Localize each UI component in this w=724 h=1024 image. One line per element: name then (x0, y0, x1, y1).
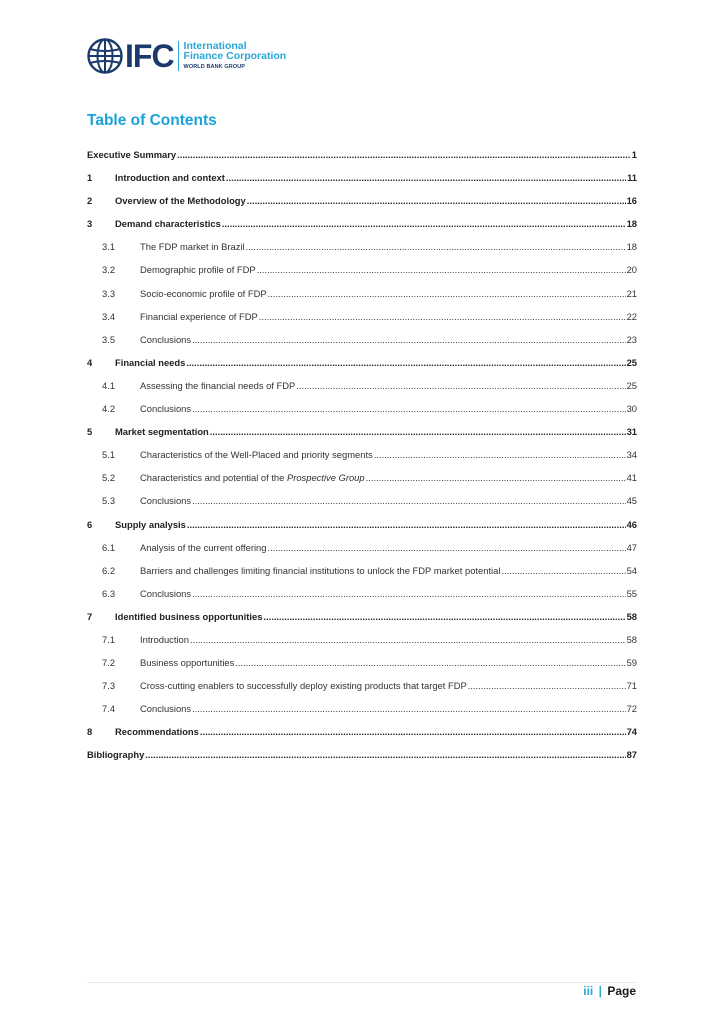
toc-section-entry[interactable] (87, 212, 637, 235)
toc-entry-page: 18 (626, 241, 637, 253)
toc-entry-title (115, 720, 199, 743)
toc-entry-title-text: Characteristics and potential of the (140, 472, 287, 484)
toc-entry-number: 3.4 (102, 310, 116, 322)
ifc-logo (87, 36, 286, 76)
toc-entry-title-text: Socio-economic profile of FDP (140, 287, 267, 299)
toc-entry-title-text: Identified business opportunities (115, 610, 263, 622)
toc-subsection-entry[interactable] (87, 466, 637, 489)
logo-text (184, 41, 287, 72)
toc-entry-title (140, 305, 258, 328)
toc-entry-page: 1 (631, 149, 637, 160)
toc-dot-leader (257, 258, 626, 281)
toc-entry-number: 3.3 (102, 287, 116, 299)
toc-entry-title (140, 258, 256, 281)
toc-entry-title (140, 674, 467, 697)
toc-entry-title (115, 351, 185, 374)
toc-heading: Table of Contents (87, 112, 217, 129)
toc-dot-leader (268, 282, 626, 305)
toc-dot-leader (192, 397, 625, 420)
toc-entry-number: 3.2 (102, 264, 116, 276)
toc-entry-title-text: Executive Summary (87, 149, 177, 160)
toc-entry-page: 25 (626, 379, 637, 391)
toc-entry-number: 3 (87, 218, 93, 230)
toc-entry-title (140, 328, 191, 351)
toc-dot-leader (226, 166, 626, 189)
toc-entry-number: 7.3 (102, 680, 116, 692)
toc-entry-number: 6.2 (102, 564, 116, 576)
toc-section-entry[interactable] (87, 189, 637, 212)
toc-subsection-entry[interactable] (87, 697, 637, 720)
toc-entry-number: 4 (87, 356, 93, 368)
toc-subsection-entry[interactable] (87, 443, 637, 466)
toc-entry-page: 30 (626, 403, 637, 415)
toc-entry-title (140, 489, 191, 512)
toc-entry-title (140, 697, 191, 720)
toc-entry-title-emphasis: Prospective Group (286, 472, 365, 484)
toc-entry-title (140, 397, 191, 420)
toc-entry-page: 45 (626, 495, 637, 507)
toc-section-entry[interactable] (87, 720, 637, 743)
toc-section-entry[interactable] (87, 605, 637, 628)
toc-entry-page: 21 (626, 287, 637, 299)
toc-entry-title (140, 235, 245, 258)
toc-entry-title-text: Conclusions (140, 403, 192, 415)
toc-entry-title-text: The FDP market in Brazil (140, 241, 245, 253)
toc-subsection-entry[interactable] (87, 489, 637, 512)
toc-entry-page: 16 (626, 195, 637, 207)
footer-separator: | (598, 984, 602, 998)
toc-entry-number: 7 (87, 610, 93, 622)
toc-entry-title (140, 374, 295, 397)
toc-entry-title-text: Conclusions (140, 703, 192, 715)
toc-entry-page: 20 (626, 264, 637, 276)
toc-subsection-entry[interactable] (87, 628, 637, 651)
toc-entry-number: 4.1 (102, 379, 116, 391)
toc-dot-leader (192, 582, 625, 605)
toc-entry-number: 1 (87, 172, 93, 184)
toc-dot-leader (186, 351, 625, 374)
toc-entry-page: 23 (626, 333, 637, 345)
toc-entry-title (115, 605, 262, 628)
toc-section-entry[interactable] (87, 351, 637, 374)
logo-line-1: International (183, 39, 247, 52)
toc-entry-page: 55 (626, 587, 637, 599)
page-label: Page (607, 984, 636, 998)
toc-dot-leader (210, 420, 626, 443)
toc-entry-title (115, 513, 186, 536)
toc-subsection-entry[interactable] (87, 282, 637, 305)
toc-entry-page: 25 (626, 356, 637, 368)
logo-divider (178, 41, 179, 71)
toc-section-entry[interactable] (87, 166, 637, 189)
toc-entry-title (140, 536, 266, 559)
toc-entry-title-text: Conclusions (140, 333, 192, 345)
toc-dot-leader (247, 189, 626, 212)
toc-dot-leader (501, 559, 625, 582)
toc-entry-title-text: Recommendations (115, 726, 199, 738)
toc-subsection-entry[interactable] (87, 559, 637, 582)
toc-entry-page: 72 (626, 703, 637, 715)
toc-entry-page: 54 (626, 564, 637, 576)
toc-entry-title (140, 628, 189, 651)
toc-dot-leader (192, 489, 625, 512)
toc-entry-page: 71 (626, 680, 637, 692)
toc-entry-title (140, 282, 267, 305)
toc-entry-number: 6.1 (102, 541, 116, 553)
toc-entry-title-text: Bibliography (87, 749, 145, 761)
toc-entry-page: 22 (626, 310, 637, 322)
toc-entry-title (140, 582, 191, 605)
toc-subsection-entry[interactable] (87, 235, 637, 258)
toc-entry-title-text: Overview of the Methodology (115, 195, 246, 207)
toc-entry-number: 5.3 (102, 495, 116, 507)
toc-section-entry[interactable] (87, 420, 637, 443)
page-footer (583, 984, 636, 998)
toc-entry-title-text: Demographic profile of FDP (140, 264, 256, 276)
toc-subsection-entry[interactable] (87, 305, 637, 328)
page-number: iii (583, 984, 594, 998)
toc-entry-title-text: Financial experience of FDP (140, 310, 258, 322)
toc-section-entry[interactable] (87, 513, 637, 536)
toc-entry-title-text: Conclusions (140, 587, 192, 599)
toc-dot-leader (190, 628, 626, 651)
toc-subsection-entry[interactable] (87, 374, 637, 397)
toc-entry-page: 74 (626, 726, 637, 738)
toc-entry-title (87, 743, 144, 766)
toc-subsection-entry[interactable] (87, 674, 637, 697)
toc-entry-title-text: Market segmentation (115, 426, 209, 438)
logo-line-2: Finance Corporation (183, 49, 287, 62)
toc-entry-page: 59 (626, 657, 637, 669)
toc-entry-number: 6.3 (102, 587, 116, 599)
toc-entry-page: 58 (626, 610, 637, 622)
toc-dot-leader (267, 536, 625, 559)
toc-dot-leader (259, 305, 626, 328)
toc-entry-title (115, 166, 225, 189)
toc-entry-number: 7.2 (102, 657, 116, 669)
toc-section-entry[interactable] (87, 743, 637, 766)
toc-dot-leader (263, 605, 625, 628)
toc-entry-title (140, 651, 234, 674)
toc-subsection-entry[interactable] (87, 651, 637, 674)
footer-divider (87, 982, 637, 983)
toc-entry-title (115, 189, 246, 212)
toc-entry-title-text: Assessing the financial needs of FDP (140, 379, 296, 391)
toc-entry-title (115, 420, 209, 443)
logo-line-3: WORLD BANK GROUP (183, 63, 246, 70)
toc-entry-title-text: Cross-cutting enablers to successfully deploy existing products that target FDP (140, 680, 467, 692)
toc-entry-page: 58 (626, 633, 637, 645)
toc-dot-leader (222, 212, 626, 235)
toc-entry-page: 47 (626, 541, 637, 553)
toc-dot-leader (246, 235, 626, 258)
toc-entry-title-text: Conclusions (140, 495, 192, 507)
toc-entry-page: 31 (626, 426, 637, 438)
toc-entry-title-text: Introduction and context (115, 172, 225, 184)
toc-entry-title (115, 212, 221, 235)
toc-dot-leader (192, 697, 625, 720)
toc-entry-page: 34 (626, 449, 637, 461)
toc-entry-title-text: Characteristics of the Well-Placed and priority segments (140, 449, 373, 461)
logo-mark: IFC (125, 38, 174, 74)
toc-entry-number: 8 (87, 726, 93, 738)
toc-dot-leader (235, 651, 625, 674)
toc-entry-number: 3.5 (102, 333, 116, 345)
toc-entry-title-text: Demand characteristics (115, 218, 221, 230)
toc-entry-number: 2 (87, 195, 93, 207)
toc-subsection-entry[interactable] (87, 582, 637, 605)
toc-entry-title-text: Analysis of the current offering (140, 541, 267, 553)
toc-dot-leader (192, 328, 625, 351)
toc-subsection-entry[interactable] (87, 397, 637, 420)
toc-dot-leader (200, 720, 626, 743)
toc-dot-leader (145, 743, 625, 766)
toc-entry-title-text: Introduction (140, 633, 189, 645)
toc-dot-leader (296, 374, 625, 397)
toc-entry-title (140, 466, 365, 489)
toc-entry-number: 5.2 (102, 472, 116, 484)
toc-entry-page: 11 (627, 172, 637, 184)
toc-entry-page: 46 (626, 518, 637, 530)
toc-entry-page: 41 (626, 472, 637, 484)
toc-entry-number: 3.1 (102, 241, 116, 253)
toc-dot-leader (187, 513, 626, 536)
toc-entry-page: 18 (626, 218, 637, 230)
toc-subsection-entry[interactable] (87, 258, 637, 281)
toc-entry-title-text: Financial needs (115, 356, 186, 368)
toc-dot-leader (468, 674, 626, 697)
toc-section-entry[interactable] (87, 143, 637, 166)
toc-entry-page: 87 (626, 749, 637, 761)
toc-entry-title-text: Barriers and challenges limiting financial institutions to unlock the FDP market potential (140, 564, 501, 576)
globe-icon (87, 38, 123, 74)
toc-dot-leader (177, 143, 631, 166)
toc-entry-title-text: Business opportunities (140, 657, 235, 669)
toc-entry-number: 5.1 (102, 449, 116, 461)
toc-entry-number: 4.2 (102, 403, 116, 415)
toc-entry-number: 5 (87, 426, 93, 438)
toc-entry-number: 7.1 (102, 633, 116, 645)
toc-entry-title-text: Supply analysis (115, 518, 186, 530)
toc-entry-title (140, 559, 500, 582)
toc-dot-leader (366, 466, 626, 489)
toc-subsection-entry[interactable] (87, 536, 637, 559)
toc-entry-number: 6 (87, 518, 93, 530)
table-of-contents (87, 143, 637, 767)
toc-entry-title (87, 143, 176, 166)
toc-subsection-entry[interactable] (87, 328, 637, 351)
toc-entry-number: 7.4 (102, 703, 116, 715)
toc-dot-leader (374, 443, 626, 466)
toc-entry-title (140, 443, 373, 466)
